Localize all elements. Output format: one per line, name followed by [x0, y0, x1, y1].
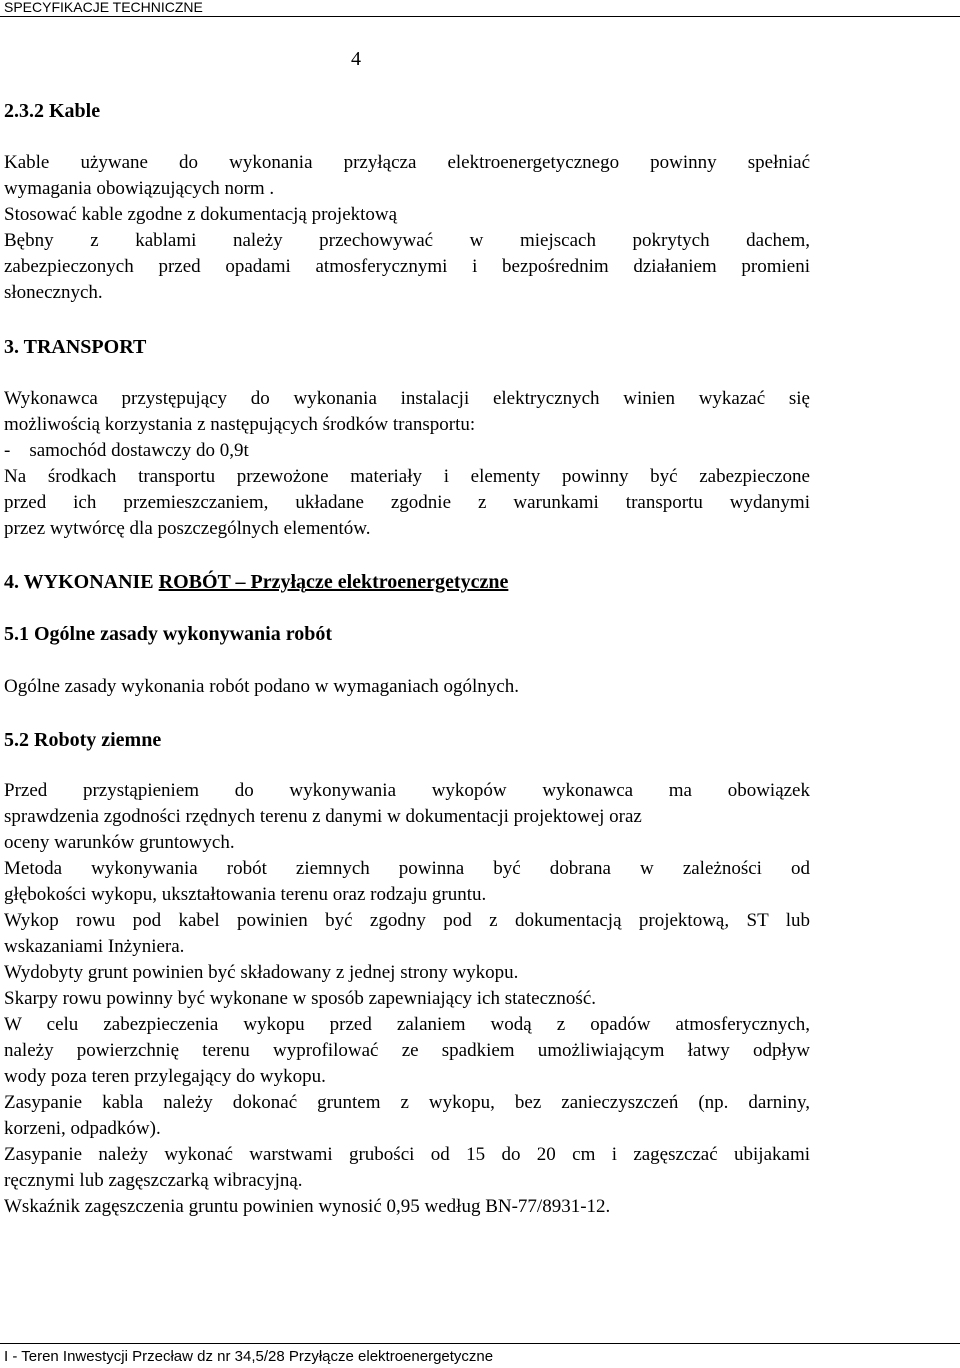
section-body-kable [4, 150, 810, 306]
text-line: Skarpy rowu powinny być wykonane w sposób zapewniający ich stateczność. [4, 988, 597, 1009]
text-line: korzeni, odpadków). [4, 1118, 161, 1139]
section-heading-kable: 2.3.2 Kable [4, 100, 101, 122]
text-line: przez wytwórcę dla poszczególnych elementów. [4, 518, 371, 539]
text-line: wody poza teren przylegający do wykopu. [4, 1066, 326, 1087]
text-line: Przed przystąpieniem do wykonywania wykopów wykonawca ma obowiązek [4, 780, 810, 801]
text-line: wymagania obowiązujących norm . [4, 178, 275, 199]
running-header: SPECYFIKACJE TECHNICZNE [4, 0, 203, 15]
section-heading-underlined: ROBÓT – Przyłącze elektroenergetyczne [158, 571, 509, 593]
text-line: ręcznymi lub zagęszczarką wibracyjną. [4, 1170, 303, 1191]
text-line: zabezpieczonych przed opadami atmosferycznymi i bezpośrednim działaniem promieni [4, 256, 810, 277]
text-line: Wskaźnik zagęszczenia gruntu powinien wynosić 0,95 według BN-77/8931-12. [4, 1196, 611, 1217]
text-line: możliwością korzystania z następujących środków transportu: [4, 414, 476, 435]
footer-rule [0, 1343, 960, 1344]
text-line: Ogólne zasady wykonania robót podano w wymaganiach ogólnych. [4, 676, 519, 697]
section-body-transport [4, 386, 810, 542]
text-line: Wykonawca przystępujący do wykonania instalacji elektrycznych winien wykazać się [4, 388, 810, 409]
section-body-roboty-ziemne [4, 778, 810, 1220]
text-line: przed ich przemieszczaniem, układane zgodnie z warunkami transportu wydanymi [4, 492, 810, 513]
text-line: sprawdzenia zgodności rzędnych terenu z danymi w dokumentacji projektowej oraz [4, 806, 642, 827]
text-line: głębokości wykopu, ukształtowania terenu oraz rodzaju gruntu. [4, 884, 487, 905]
text-line: Stosować kable zgodne z dokumentacją projektową [4, 204, 398, 225]
text-line: wskazaniami Inżyniera. [4, 936, 185, 957]
section-body-ogolne-zasady [4, 674, 810, 700]
text-line: Bębny z kablami należy przechowywać w miejscach pokrytych dachem, [4, 230, 810, 251]
text-line: słonecznych. [4, 282, 103, 303]
section-heading-wykonanie [4, 569, 810, 595]
section-heading-prefix: 4. WYKONANIE [4, 571, 159, 593]
text-line: Wydobyty grunt powinien być składowany z jednej strony wykopu. [4, 962, 519, 983]
text-line: Kable używane do wykonania przyłącza elektroenergetycznego powinny spełniać [4, 152, 810, 173]
text-line: Wykop rowu pod kabel powinien być zgodny pod z dokumentacją projektową, ST lub [4, 910, 810, 931]
text-line: Zasypanie kabla należy dokonać gruntem z wykopu, bez zanieczyszczeń (np. darniny, [4, 1092, 810, 1113]
page-number: 4 [351, 48, 361, 70]
text-line: W celu zabezpieczenia wykopu przed zalaniem wodą z opadów atmosferycznych, [4, 1014, 810, 1035]
list-item: - samochód dostawczy do 0,9t [4, 440, 249, 461]
header-rule [0, 16, 960, 17]
text-line: Zasypanie należy wykonać warstwami grubości od 15 do 20 cm i zagęszczać ubijakami [4, 1144, 810, 1165]
section-heading-roboty-ziemne: 5.2 Roboty ziemne [4, 729, 162, 751]
text-line: Metoda wykonywania robót ziemnych powinna być dobrana w zależności od [4, 858, 810, 879]
text-line: oceny warunków gruntowych. [4, 832, 235, 853]
section-heading-ogolne-zasady: 5.1 Ogólne zasady wykonywania robót [4, 623, 333, 645]
text-line: Na środkach transportu przewożone materiały i elementy powinny być zabezpieczone [4, 466, 810, 487]
running-footer: I - Teren Inwestycji Przecław dz nr 34,5/28 Przyłącze elektroenergetyczne [4, 1348, 494, 1365]
section-heading-transport: 3. TRANSPORT [4, 336, 147, 358]
text-line: należy powierzchnię terenu wyprofilować ze spadkiem umożliwiającym łatwy odpływ [4, 1040, 810, 1061]
section-heading-text [4, 571, 508, 593]
